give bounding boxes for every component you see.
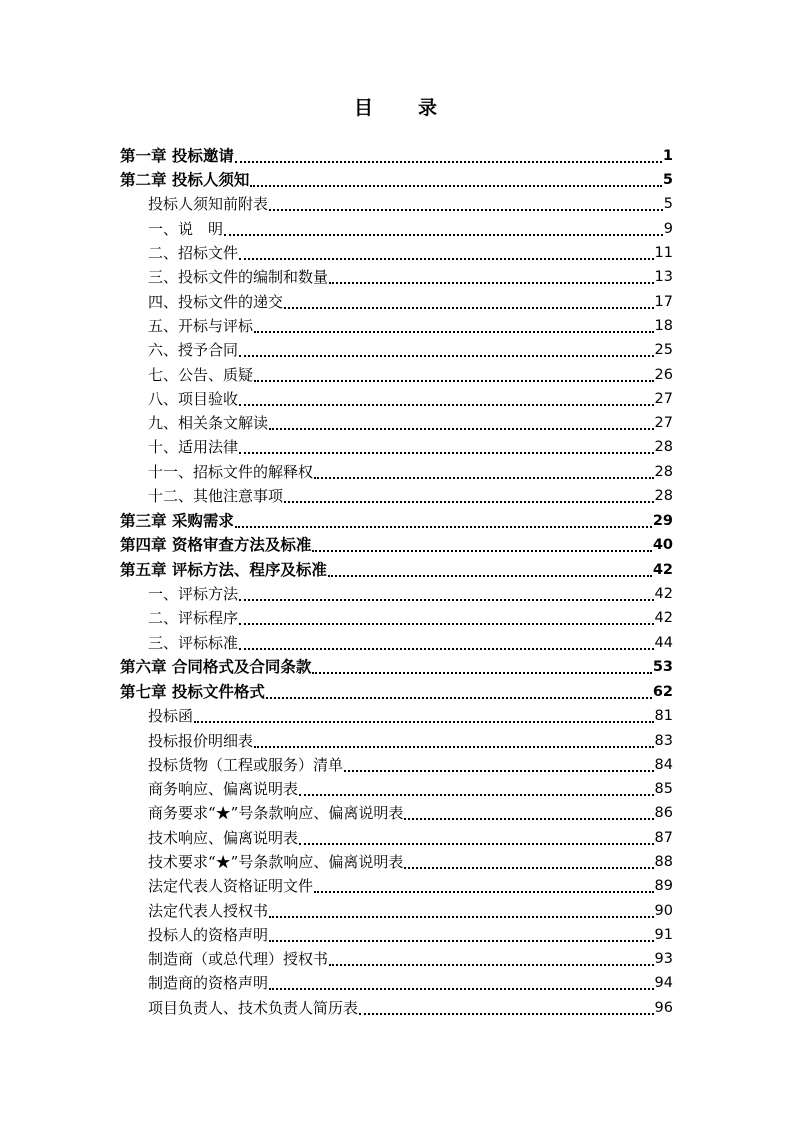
toc-dot-leader (269, 974, 654, 990)
toc-section-entry[interactable] (120, 825, 673, 849)
toc-entry-label: 商务响应、偏离说明表 (148, 780, 299, 799)
toc-chapter-entry[interactable] (120, 143, 673, 168)
toc-chapter-entry[interactable] (120, 655, 673, 680)
toc-dot-leader (239, 634, 654, 650)
toc-entry-page-number: 90 (654, 902, 673, 919)
toc-entry-page-number: 44 (654, 634, 673, 651)
toc-entry-label: 商务要求“★”号条款响应、偏离说明表 (148, 804, 404, 823)
toc-section-entry[interactable] (120, 753, 673, 777)
toc-section-entry[interactable] (120, 459, 673, 483)
toc-entry-label: 三、评标标准 (148, 633, 239, 652)
toc-entry-page-number: 87 (654, 829, 673, 846)
toc-entry-label: 四、投标文件的递交 (148, 292, 284, 311)
toc-entry-page-number: 29 (652, 512, 673, 529)
toc-dot-leader (194, 707, 654, 723)
toc-chapter-entry[interactable] (120, 168, 673, 193)
toc-entry-page-number: 93 (654, 951, 673, 968)
toc-dot-leader (269, 195, 663, 211)
toc-entry-label: 十、适用法律 (148, 438, 239, 457)
toc-entry-label: 第四章 资格审查方法及标准 (120, 536, 312, 555)
toc-entry-label: 一、评标方法 (148, 585, 239, 604)
toc-section-entry[interactable] (120, 874, 673, 898)
toc-section-entry[interactable] (120, 338, 673, 362)
toc-dot-leader (250, 171, 662, 187)
toc-entry-label: 十二、其他注意事项 (148, 487, 284, 506)
toc-entry-label: 技术响应、偏离说明表 (148, 828, 299, 847)
toc-section-entry[interactable] (120, 801, 673, 825)
toc-entry-page-number: 42 (652, 561, 673, 578)
toc-entry-page-number: 83 (654, 732, 673, 749)
toc-entry-label: 七、公告、质疑 (148, 365, 254, 384)
toc-entry-label: 第三章 采购需求 (120, 511, 234, 530)
toc-section-entry[interactable] (120, 411, 673, 435)
toc-dot-leader (404, 853, 653, 869)
toc-entry-page-number: 28 (654, 439, 673, 456)
toc-dot-leader (239, 585, 654, 601)
toc-dot-leader (235, 147, 662, 163)
toc-dot-leader (312, 658, 651, 674)
toc-entry-page-number: 53 (652, 659, 673, 676)
toc-dot-leader (239, 341, 654, 357)
toc-section-entry[interactable] (120, 777, 673, 801)
toc-entry-page-number: 42 (654, 586, 673, 603)
toc-dot-leader (224, 220, 663, 236)
toc-section-entry[interactable] (120, 241, 673, 265)
toc-chapter-entry[interactable] (120, 508, 673, 533)
toc-entry-label: 投标报价明细表 (148, 731, 254, 750)
toc-entry-label: 技术要求“★”号条款响应、偏离说明表 (148, 852, 404, 871)
toc-entry-label: 六、授予合同 (148, 341, 239, 360)
toc-entry-label: 法定代表人授权书 (148, 901, 269, 920)
toc-dot-leader (314, 877, 654, 893)
toc-dot-leader (254, 732, 654, 748)
toc-dot-leader (312, 536, 651, 552)
toc-entry-label: 第七章 投标文件格式 (120, 682, 265, 701)
toc-entry-page-number: 94 (654, 975, 673, 992)
toc-chapter-entry[interactable] (120, 533, 673, 558)
toc-entry-label: 九、相关条文解读 (148, 414, 269, 433)
toc-dot-leader (329, 268, 654, 284)
toc-chapter-entry[interactable] (120, 679, 673, 704)
toc-section-entry[interactable] (120, 995, 673, 1019)
toc-entry-page-number: 86 (654, 805, 673, 822)
toc-dot-leader (239, 609, 654, 625)
toc-entry-page-number: 13 (654, 269, 673, 286)
toc-entry-page-number: 27 (654, 390, 673, 407)
toc-entry-page-number: 96 (654, 999, 673, 1016)
toc-dot-leader (254, 366, 654, 382)
toc-section-entry[interactable] (120, 216, 673, 240)
toc-dot-leader (239, 438, 654, 454)
toc-section-entry[interactable] (120, 947, 673, 971)
toc-entry-page-number: 28 (654, 463, 673, 480)
toc-entry-label: 投标货物（工程或服务）清单 (148, 755, 344, 774)
toc-entry-page-number: 85 (654, 781, 673, 798)
toc-entry-label: 八、项目验收 (148, 389, 239, 408)
toc-entry-page-number: 88 (654, 853, 673, 870)
toc-section-entry[interactable] (120, 898, 673, 922)
toc-dot-leader (314, 463, 654, 479)
toc-dot-leader (329, 950, 654, 966)
toc-section-entry[interactable] (120, 484, 673, 508)
toc-dot-leader (239, 244, 654, 260)
toc-entry-label: 第二章 投标人须知 (120, 171, 250, 190)
toc-entry-label: 法定代表人资格证明文件 (148, 877, 314, 896)
toc-entry-label: 二、评标程序 (148, 609, 239, 628)
toc-section-entry[interactable] (120, 435, 673, 459)
toc-entry-label: 第五章 评标方法、程序及标准 (120, 560, 327, 579)
toc-entry-page-number: 9 (663, 220, 673, 237)
toc-entry-page-number: 40 (652, 537, 673, 554)
toc-dot-leader (299, 829, 654, 845)
toc-dot-leader (359, 999, 654, 1015)
toc-section-entry[interactable] (120, 971, 673, 995)
toc-entry-page-number: 5 (663, 196, 673, 213)
toc-dot-leader (404, 804, 653, 820)
toc-entry-page-number: 11 (654, 245, 673, 262)
toc-chapter-entry[interactable] (120, 557, 673, 582)
toc-section-entry[interactable] (120, 630, 673, 654)
toc-entry-page-number: 28 (654, 488, 673, 505)
toc-section-entry[interactable] (120, 362, 673, 386)
toc-section-entry[interactable] (120, 387, 673, 411)
toc-entry-page-number: 91 (654, 926, 673, 943)
toc-entry-label: 第六章 合同格式及合同条款 (120, 658, 312, 677)
toc-entry-label: 三、投标文件的编制和数量 (148, 268, 329, 287)
toc-section-entry[interactable] (120, 582, 673, 606)
toc-section-entry[interactable] (120, 265, 673, 289)
toc-entry-label: 第一章 投标邀请 (120, 146, 234, 165)
page-title-char-1: 目 (354, 97, 376, 119)
toc-entry-label: 投标人须知前附表 (148, 195, 269, 214)
toc-dot-leader (269, 902, 654, 918)
toc-dot-leader (269, 414, 654, 430)
toc-entry-page-number: 84 (654, 756, 673, 773)
toc-dot-leader (239, 390, 654, 406)
toc-entry-label: 五、开标与评标 (148, 316, 254, 335)
toc-dot-leader (344, 756, 654, 772)
toc-entry-page-number: 1 (662, 147, 673, 164)
toc-section-entry[interactable] (120, 923, 673, 947)
page-title-char-2: 录 (418, 97, 440, 119)
toc-section-entry[interactable] (120, 289, 673, 313)
toc-section-entry[interactable] (120, 606, 673, 630)
toc-dot-leader (254, 317, 654, 333)
table-of-contents (120, 143, 673, 1020)
toc-entry-page-number: 27 (654, 415, 673, 432)
toc-entry-label: 二、招标文件 (148, 244, 239, 263)
toc-dot-leader (284, 487, 654, 503)
toc-entry-page-number: 25 (654, 342, 673, 359)
toc-entry-label: 投标人的资格声明 (148, 925, 269, 944)
toc-entry-page-number: 26 (654, 366, 673, 383)
toc-dot-leader (299, 780, 654, 796)
toc-dot-leader (269, 926, 654, 942)
toc-dot-leader (284, 293, 654, 309)
toc-entry-label: 制造商（或总代理）授权书 (148, 950, 329, 969)
toc-entry-page-number: 17 (654, 293, 673, 310)
page-title (0, 94, 793, 122)
toc-entry-page-number: 5 (662, 172, 673, 189)
toc-entry-page-number: 89 (654, 878, 673, 895)
toc-entry-label: 一、说 明 (148, 219, 224, 238)
toc-dot-leader (328, 561, 652, 577)
toc-section-entry[interactable] (120, 704, 673, 728)
toc-entry-label: 项目负责人、技术负责人简历表 (148, 998, 359, 1017)
toc-entry-label: 制造商的资格声明 (148, 974, 269, 993)
toc-entry-label: 投标函 (148, 707, 194, 726)
toc-section-entry[interactable] (120, 192, 673, 216)
toc-entry-page-number: 62 (652, 683, 673, 700)
toc-entry-page-number: 42 (654, 610, 673, 627)
toc-section-entry[interactable] (120, 850, 673, 874)
toc-dot-leader (235, 512, 652, 528)
toc-entry-page-number: 18 (654, 317, 673, 334)
toc-entry-page-number: 81 (654, 708, 673, 725)
toc-section-entry[interactable] (120, 728, 673, 752)
toc-section-entry[interactable] (120, 314, 673, 338)
toc-entry-label: 十一、招标文件的解释权 (148, 462, 314, 481)
toc-dot-leader (266, 683, 652, 699)
